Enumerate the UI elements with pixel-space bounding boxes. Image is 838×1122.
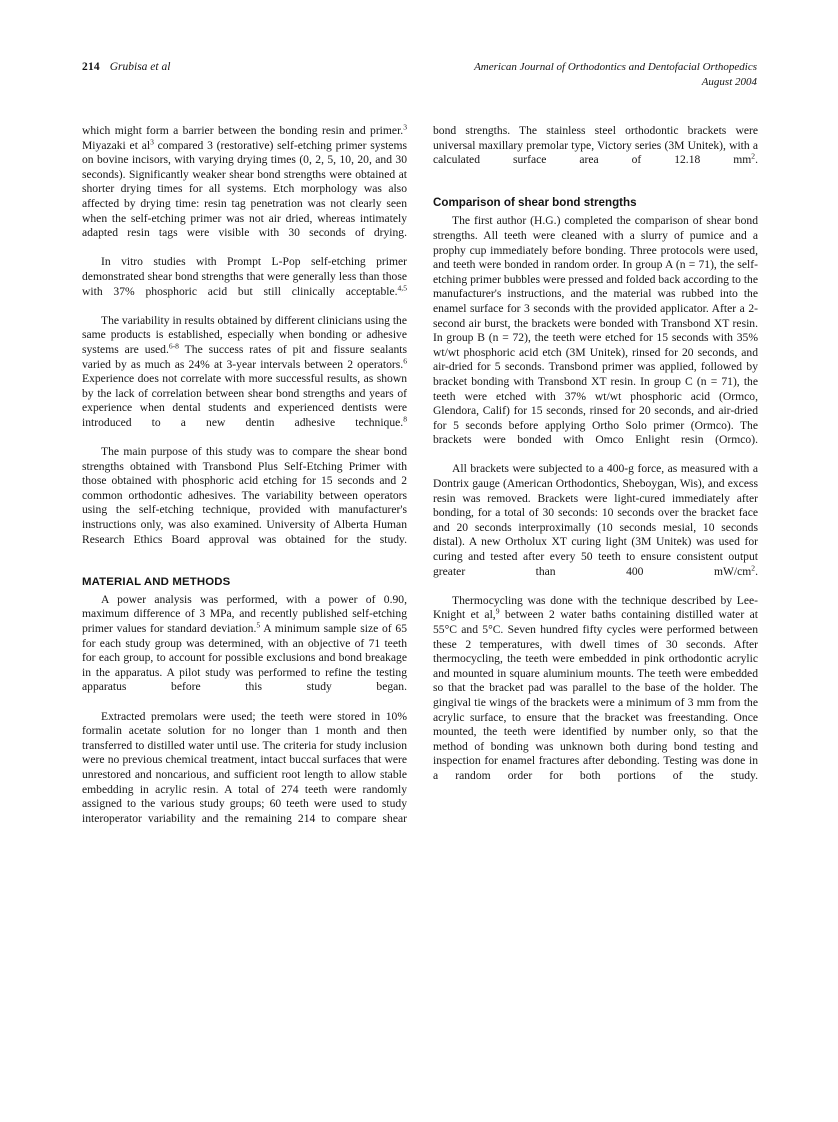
- paragraph-brackets: bond strengths. The stainless steel orthodontic brackets were universal maxillary premolar type, Victory series (3M Unitek), with a calculated surface area of 12.18 $mm^2$.: [433, 124, 758, 167]
- paragraph-study-purpose: The main purpose of this study was to compare the shear bond strengths obtained with Transbond Plus Self-Etching Primer with those obtained with phosphoric acid etching for 15 seconds and 2 common orthodontic adhesives. The variability between operators using the self-etching technique, provided with manufacturer's instructions only, was also examined. University of Alberta Human Research Ethics Board approval was obtained for the study.: [82, 445, 407, 546]
- right-column: [433, 124, 758, 841]
- journal-title: American Journal of Orthodontics and Dentofacial Orthopedics: [474, 61, 757, 73]
- running-head-left: [82, 60, 170, 75]
- running-head-authors: Grubisa et al: [109, 61, 171, 73]
- paragraph-variability: The variability in results obtained by different clinicians using the same products is established, especially when bonding or adhesive systems are used.$^{6-8}$ The success rates of pit and fissure sealants varied by as much as 24% at 3-year intervals between 2 operators.$^6$ Experience does not correlate with more successful results, as shown by the lack of correlation between shear bond strengths and years of experience when dental students and experienced dentists were introduced to a new dentin adhesive technique.$^8$: [82, 313, 408, 429]
- subsection-heading-comparison-of-shear-bond-strengths: Comparison of shear bond strengths: [433, 196, 637, 210]
- reference-superscript: 2: [751, 563, 756, 573]
- reference-superscript: 3: [150, 137, 154, 147]
- paragraph-power-analysis: A power analysis was performed, with a power of 0.90, maximum difference of 3 MPa, and recently published self-etching primer values for standard deviation.$^5$ A minimum sample size of 65 for each study group was determined, with an objective of 71 teeth for each group, to account for possible exclusions and bond breakage in the apparatus. A pilot study was performed to refine the testing apparatus before this study began.: [82, 592, 407, 694]
- paragraph-first-author-protocols: The first author (H.G.) completed the comparison of shear bond strengths. All teeth were cleaned with a slurry of pumice and a prophy cup immediately before bonding. Three protocols were used, and teeth were bonded in random order. In group A (n = 71), the self-etching primer bubbles were pressed and folded back according to the manufacturer's instructions, and the material was rubbed into the enamel surface for 3 seconds with the provided applicator. After a 2-second air burst, the brackets were bonded with Transbond XT resin. In group B (n = 72), the teeth were etched for 15 seconds with 35% wt/wt phosphoric acid etch (3M Unitek), rinsed for 20 seconds, and air-dried for 5 seconds. Transbond primer was applied, followed by bracket bonding with Transbond XT resin. In group C (n = 71), the teeth were etched with 37% wt/wt phosphoric acid (Ormco, Glendora, Calif) for 15 seconds, rinsed for 20 seconds, and air-dried for 5 seconds before applying Ortho Solo primer (Ormco). The brackets were bonded with Omco Enlight resin (Ormco).: [433, 214, 758, 447]
- journal-issue-date: August 2004: [701, 76, 757, 88]
- reference-superscript: 5: [256, 620, 261, 630]
- paragraph-miyazaki: which might form a barrier between the bonding resin and primer.$^3$ Miyazaki et $al^3$ compared 3 (restorative) self-etching primer systems on bovine incisors, with varying drying times (0, 2, 5, 10, 20, and 30 seconds). Significantly weaker shear bond strengths were obtained at shorter drying times for all systems. Etch morphology was also affected by drying time: resin tag penetration was not clearly seen when the self-etching primer was not air dried, whereas intimately adapted resin tags were visible with 30 seconds of drying.: [82, 122, 407, 240]
- paragraph-extracted-premolars: Extracted premolars were used; the teeth were stored in 10% formalin acetate solution for no longer than 1 month and then transferred to distilled water until use. The criteria for study inclusion were no previous chemical treatment, intact buccal surfaces that were unrestored and noncarious, and sufficient root length to allow stable embedding in acrylic resin. A total of 274 teeth were randomly assigned to the various study groups; 60 teeth were used to study interoperator variability and the remaining 214 to compare shear: [82, 709, 407, 825]
- reference-superscript: 8: [403, 414, 407, 424]
- reference-superscript: 9: [495, 606, 500, 616]
- page-number: 214: [82, 61, 100, 73]
- left-column: [82, 124, 407, 841]
- reference-superscript: 3: [403, 122, 407, 132]
- body-columns: [82, 124, 758, 841]
- running-head-right: [474, 60, 757, 90]
- paragraph-prompt-lpop: In vitro studies with Prompt L-Pop self-etching primer demonstrated shear bond strengths that were generally less than those with 37% phosphoric acid but still clinically acceptable.$^{4,5}$: [82, 255, 407, 298]
- reference-superscript: 2: [751, 151, 756, 161]
- running-head: [82, 60, 757, 96]
- reference-superscript: 6: [403, 356, 407, 365]
- paragraph-bracket-force-curing: All brackets were subjected to a 400-g force, as measured with a Dontrix gauge (American Orthodontics, Sheboygan, Wis), and excess resin was removed. Brackets were light-cured immediately after bonding, for a total of 30 seconds: 10 seconds over the bracket face and 20 seconds interproximally (10 seconds mesial, 10 seconds distal). A new Ortholux XT curing light (3M Unitek) was used for curing and tested after every 50 teeth to ensure consistent output greater than 400 $mW/cm^2$.: [433, 462, 758, 578]
- paragraph-thermocycling: Thermocycling was done with the technique described by Lee-Knight et al,$^9$ between 2 water baths containing distilled water at 55°C and 5°C. Seven hundred fifty cycles were performed between these 2 temperatures, with dwell times of 30 seconds. After thermocycling, the teeth were embedded in pink orthodontic acrylic and mounted in square aluminium mounts. The teeth were embedded so that the bracket pad was parallel to the base of the holder. The gingival tie wings of the brackets were a minimum of 3 mm from the acrylic surface, to ensure that the bracket was freestanding. Once mounted, the teeth were identified by number only, so that the method of bonding was unknown both during bond testing and inspection for enamel fractures after debonding. Testing was done in a random order for both portions of the study.: [433, 593, 758, 782]
- section-heading-material-and-methods: MATERIAL AND METHODS: [82, 575, 231, 588]
- reference-superscript: 6-8: [168, 341, 179, 351]
- reference-superscript: 4,5: [397, 283, 407, 293]
